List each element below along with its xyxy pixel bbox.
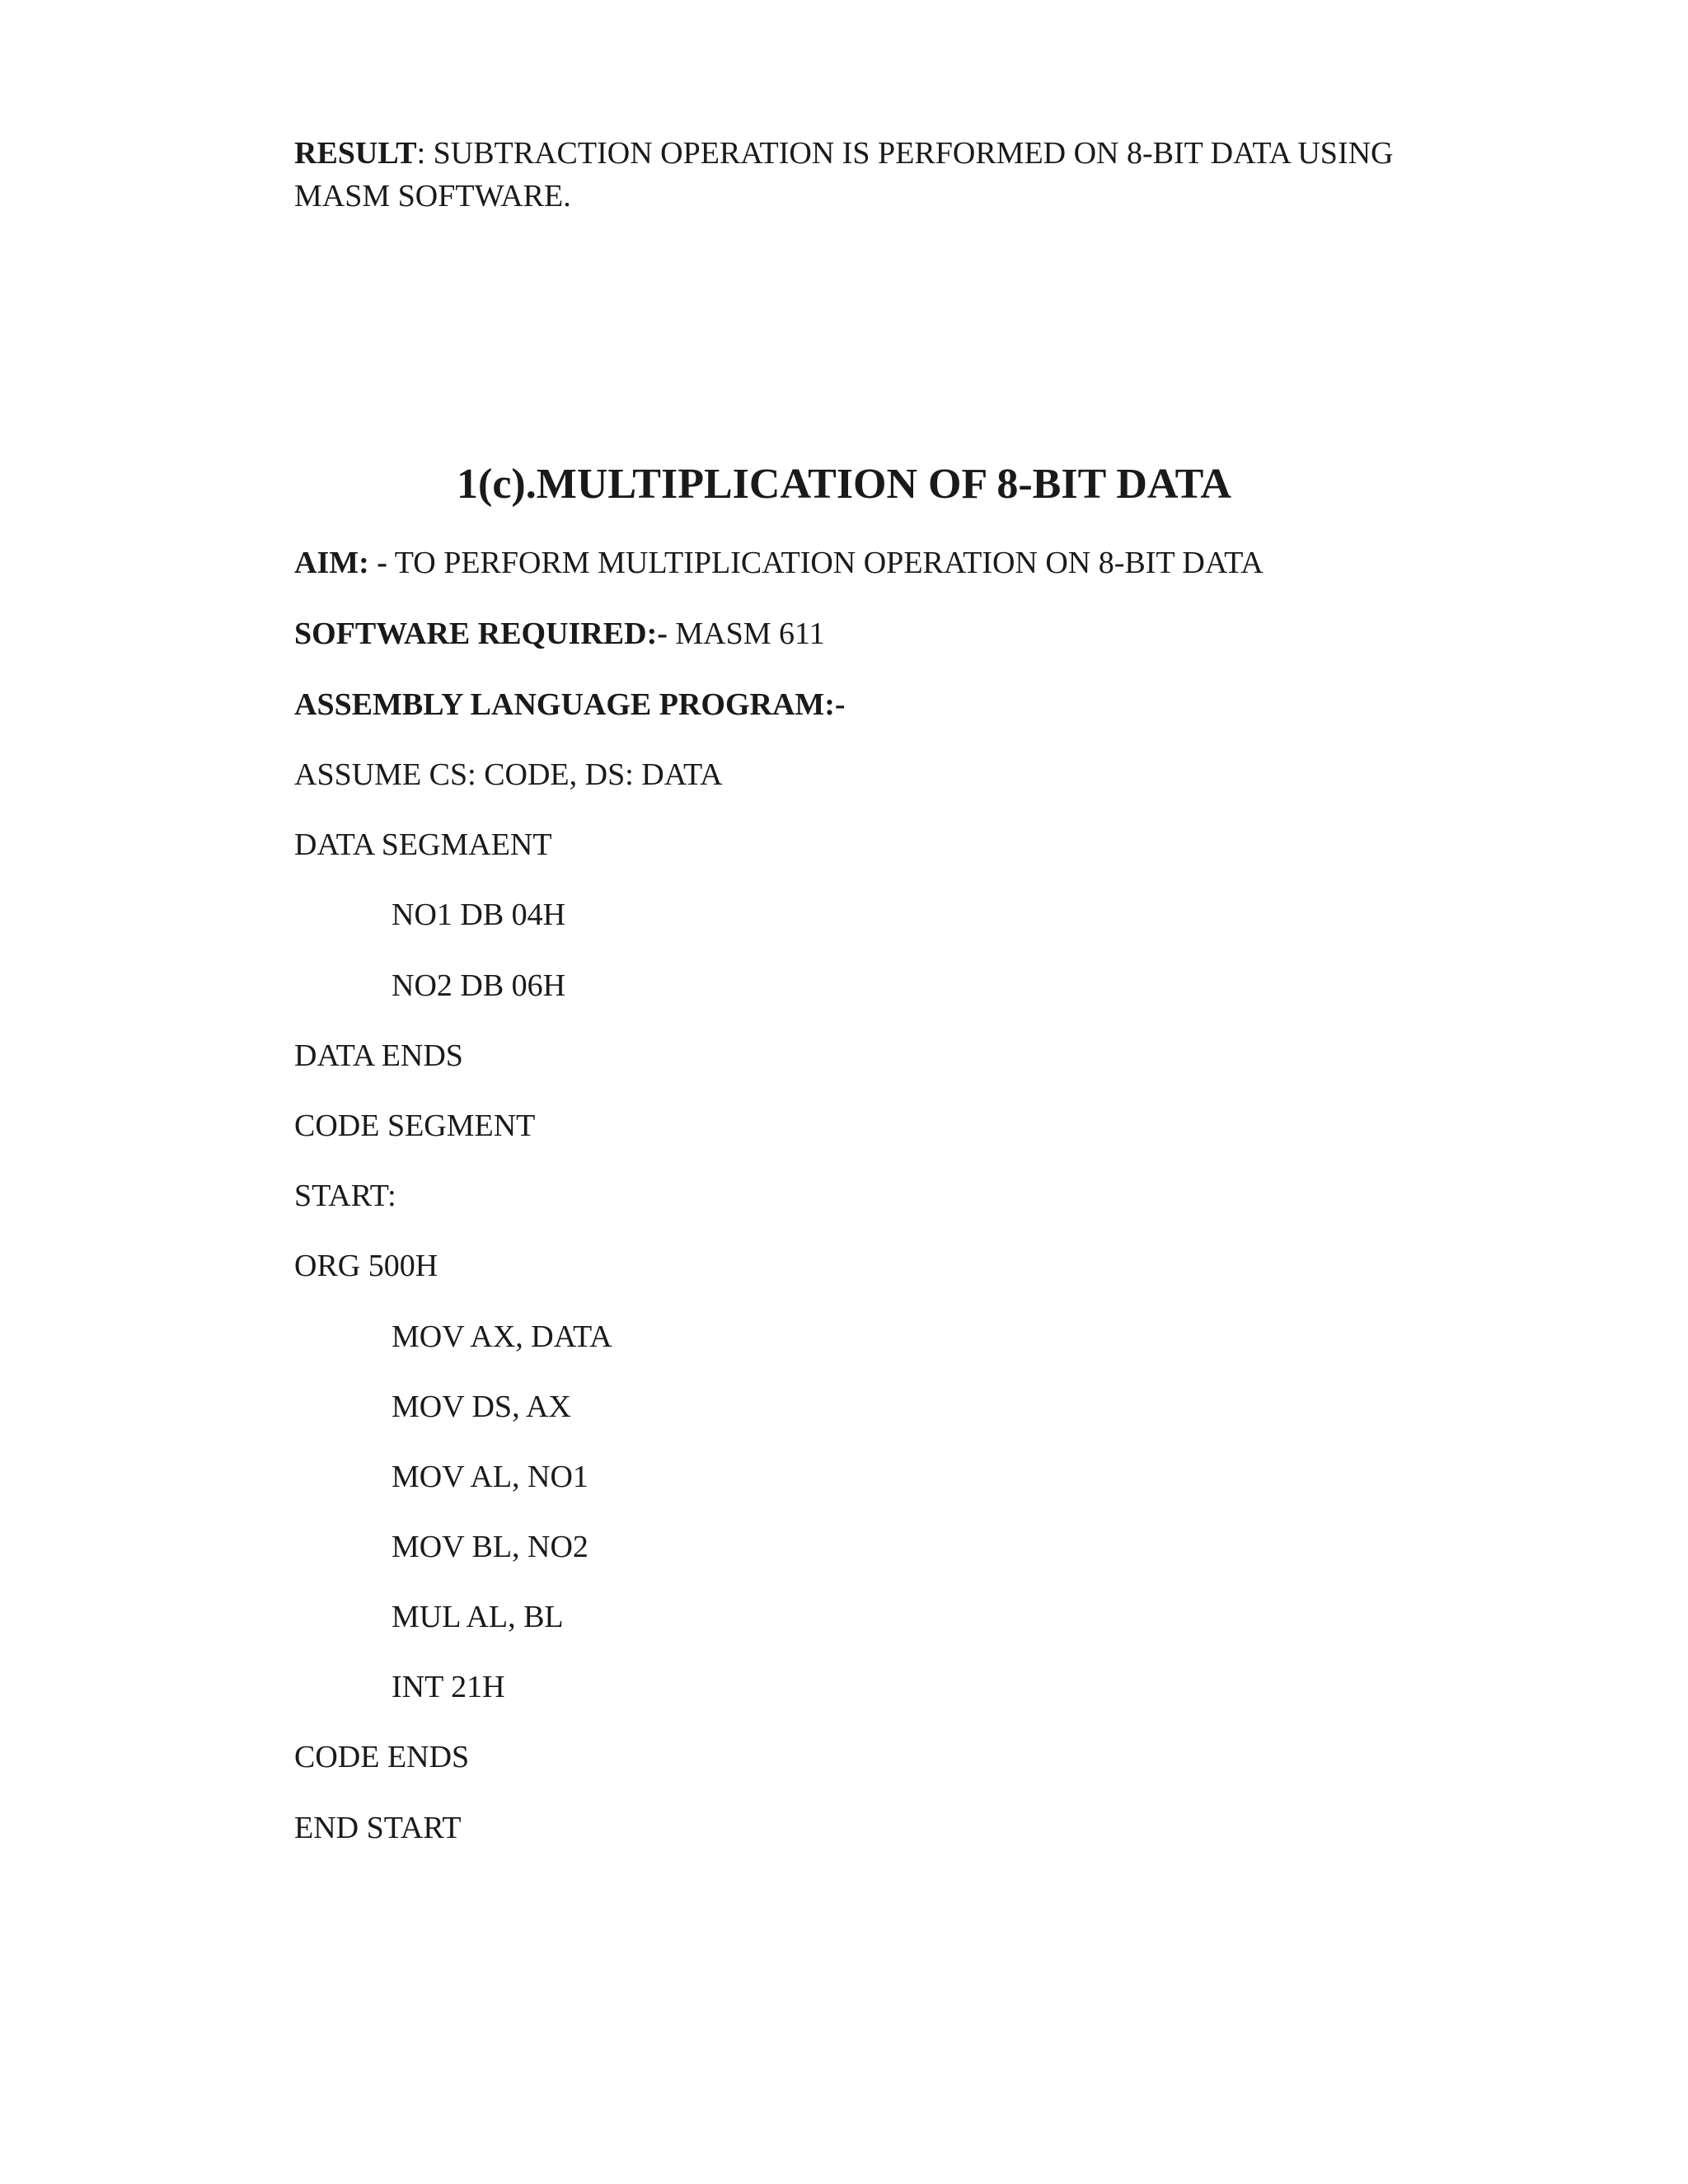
result-paragraph	[294, 132, 1448, 218]
code-line: DATA SEGMAENT	[294, 827, 552, 862]
section-heading: 1(c).MULTIPLICATION OF 8-BIT DATA	[457, 461, 1231, 508]
result-label: RESULT	[294, 136, 417, 171]
code-line: ORG 500H	[294, 1249, 438, 1283]
code-line: MUL AL, BL	[392, 1600, 564, 1634]
code-line: NO1 DB 04H	[392, 898, 566, 932]
software-line	[294, 612, 825, 655]
code-line: ASSUME CS: CODE, DS: DATA	[294, 757, 723, 792]
code-line: MOV BL, NO2	[392, 1530, 588, 1564]
code-line: DATA ENDS	[294, 1038, 463, 1073]
software-label: SOFTWARE REQUIRED:-	[294, 616, 668, 651]
code-line: CODE ENDS	[294, 1740, 470, 1774]
code-line: MOV AL, NO1	[392, 1460, 588, 1494]
result-text-line1: : SUBTRACTION OPERATION IS PERFORMED ON 8-BIT DATA USING	[416, 136, 1394, 171]
code-line: START:	[294, 1179, 396, 1213]
aim-line	[294, 541, 1264, 584]
code-line: MOV DS, AX	[392, 1390, 571, 1424]
software-text: MASM 611	[667, 616, 825, 651]
aim-text: TO PERFORM MULTIPLICATION OPERATION ON 8-BIT DATA	[387, 546, 1264, 580]
code-line: CODE SEGMENT	[294, 1108, 536, 1143]
code-line: INT 21H	[392, 1670, 505, 1704]
code-line: MOV AX, DATA	[392, 1319, 612, 1354]
code-line: END START	[294, 1811, 462, 1845]
result-text-line2: MASM SOFTWARE.	[294, 179, 571, 213]
program-title: ASSEMBLY LANGUAGE PROGRAM:-	[294, 687, 846, 722]
code-line: NO2 DB 06H	[392, 968, 566, 1003]
aim-label: AIM: -	[294, 546, 387, 580]
